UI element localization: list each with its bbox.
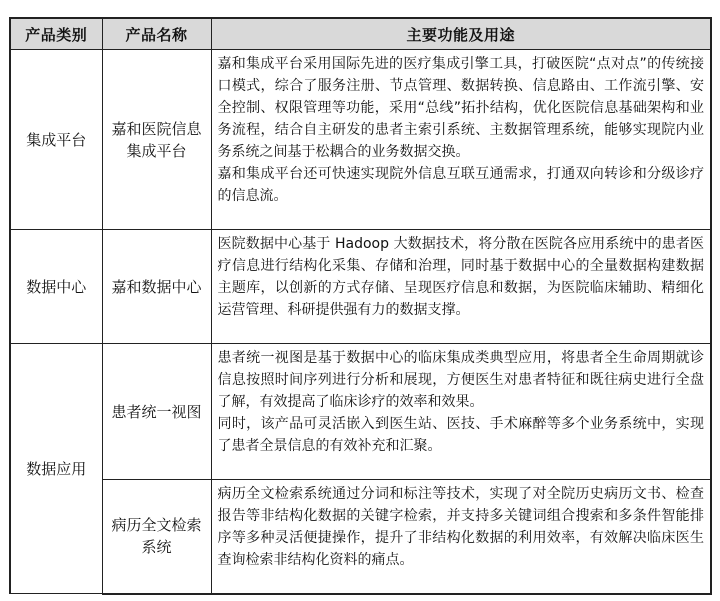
product-name: 病历全文检索系统 — [111, 516, 202, 557]
product-table — [9, 17, 712, 595]
product-name-cell — [102, 480, 211, 594]
product-name: 患者统一视图 — [111, 402, 202, 421]
table-row — [10, 230, 711, 344]
category-cell: 数据中心 — [10, 230, 102, 344]
table-row — [10, 50, 711, 230]
description-paragraph: 同时，该产品可灵活嵌入到医生站、医技、手术麻醉等多个业务系统中，实现了患者全景信息的有效补充和汇聚。 — [217, 416, 704, 454]
table-row — [10, 480, 711, 594]
product-name-cell — [102, 230, 211, 344]
product-name-cell — [102, 50, 211, 230]
category-cell: 集成平台 — [10, 50, 102, 230]
description-cell — [211, 480, 711, 594]
header-name: 产品名称 — [102, 18, 211, 50]
description-paragraph: 嘉和集成平台还可快速实现院外信息互联互通需求，打通双向转诊和分级诊疗的信息流。 — [217, 166, 704, 204]
category-cell: 数据应用 — [10, 344, 102, 594]
description-paragraph: 病历全文检索系统通过分词和标注等技术，实现了对全院历史病历文书、检查报告等非结构化数据的关键字检索，并支持多关键词组合搜索和多条件智能排序等多种灵活便捷操作，提升了非结构化数据的利用效率，有效解决临床医生查询检索非结构化资料的痛点。 — [217, 486, 704, 568]
product-name: 嘉和数据中心 — [111, 277, 202, 296]
description-paragraph: 医院数据中心基于 Hadoop 大数据技术，将分散在医院各应用系统中的患者医疗信息进行结构化采集、存储和治理，同时基于数据中心的全量数据构建数据主题库，以创新的方式存储、呈现医疗信息和数据，为医院临床辅助、精细化运营管理、科研提供强有力的数据支撑。 — [217, 236, 704, 318]
description-cell — [211, 344, 711, 480]
header-category: 产品类别 — [10, 18, 102, 50]
header-function: 主要功能及用途 — [211, 18, 711, 50]
description-cell — [211, 50, 711, 230]
product-name: 嘉和医院信息集成平台 — [111, 119, 202, 160]
description-cell — [211, 230, 711, 344]
product-name-cell — [102, 344, 211, 480]
table-header-row — [10, 18, 711, 50]
table-row — [10, 344, 711, 480]
description-paragraph: 患者统一视图是基于数据中心的临床集成类典型应用，将患者全生命周期就诊信息按照时间序列进行分析和展现，方便医生对患者特征和既往病史进行全盘了解，有效提高了临床诊疗的效率和效果。 — [217, 350, 704, 410]
description-paragraph: 嘉和集成平台采用国际先进的医疗集成引擎工具，打破医院“点对点”的传统接口模式，综合了服务注册、节点管理、数据转换、信息路由、工作流引擎、安全控制、权限管理等功能，采用“总线”拓扑结构，优化医院信息基础架构和业务流程，结合自主研发的患者主索引系统、主数据管理系统，能够实现院内业务系统之间基于松耦合的业务数据交换。 — [217, 56, 704, 160]
